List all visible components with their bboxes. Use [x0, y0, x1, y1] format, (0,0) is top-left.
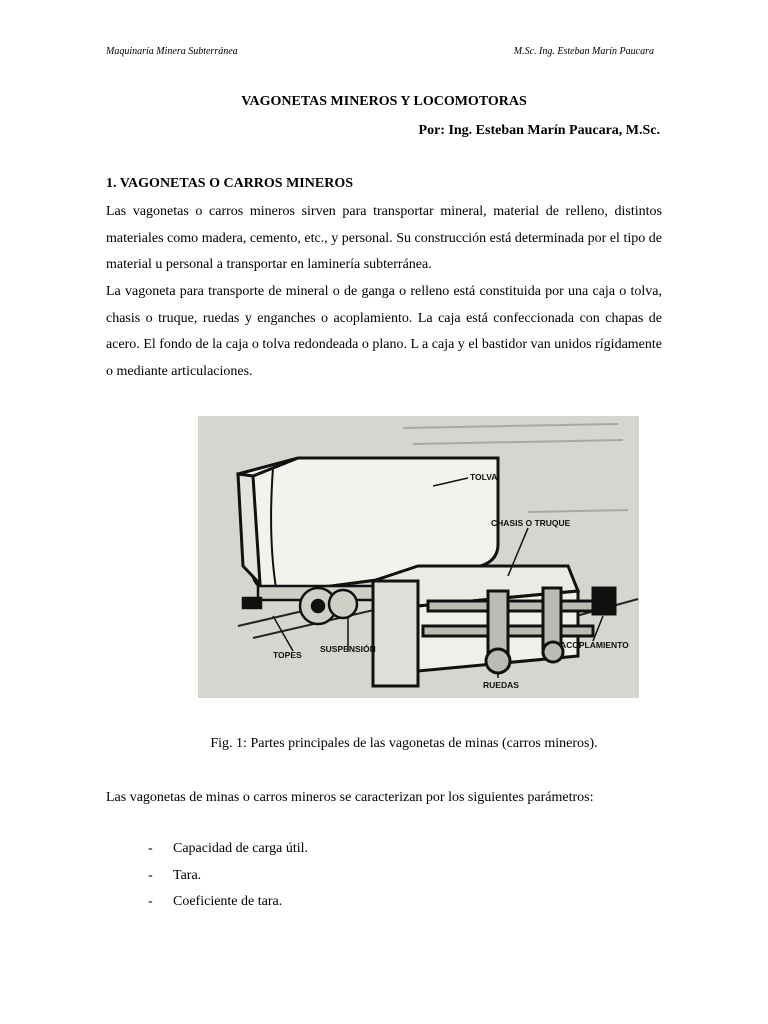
list-item	[148, 894, 308, 921]
label-chasis: CHASIS O TRUQUE	[491, 518, 571, 528]
list-item-text: Coeficiente de tara.	[173, 894, 283, 909]
list-item	[148, 868, 308, 895]
author-byline: Por: Ing. Esteban Marín Paucara, M.Sc.	[418, 123, 660, 138]
running-header-left: Maquinaría Minera Subterránea	[106, 46, 238, 57]
section-heading: 1. VAGONETAS O CARROS MINEROS	[106, 176, 353, 191]
list-item-text: Tara.	[173, 867, 202, 883]
label-topes: TOPES	[273, 650, 302, 660]
label-ruedas: RUEDAS	[483, 680, 519, 690]
figure-caption: Fig. 1: Partes principales de las vagonetas de minas (carros mineros).	[210, 736, 598, 751]
mine-car-figure	[198, 416, 639, 698]
paragraph-2: La vagoneta para transporte de mineral o de ganga o relleno está constituida por una caja o tolva, chasis o truque, ruedas y enganches o acoplamiento. La caja está confeccionada con chapas de acero. El fondo de la caja o tolva redondeada o plano. L a caja y el bastidor van unidos rígidamente o mediante articulaciones.	[106, 284, 662, 379]
label-tolva: TOLVA	[470, 472, 498, 482]
document-title: VAGONETAS MINEROS Y LOCOMOTORAS	[241, 94, 527, 109]
intro-sentence: Las vagonetas de minas o carros mineros se caracterizan por los siguientes parámetros:	[106, 790, 594, 805]
list-item-text: Capacidad de carga útil.	[173, 841, 309, 856]
mine-car-drawing	[198, 416, 639, 698]
running-header-right: M.Sc. Ing. Esteban Marín Paucara	[513, 46, 654, 57]
list-item	[148, 841, 308, 868]
paragraph-1: Las vagonetas o carros mineros sirven para transportar mineral, material de relleno, distintos materiales como madera, cemento, etc., y personal. Su construcción está determinada por el tipo de material u personal a transportar en laminería subterránea.	[106, 204, 662, 272]
list-dash: -	[148, 894, 153, 909]
parameter-list	[148, 841, 308, 921]
list-dash: -	[148, 867, 153, 883]
label-acoplamiento: ACOPLAMIENTO	[560, 640, 629, 650]
label-suspension: SUSPENSIÓN	[320, 644, 376, 654]
list-dash: -	[148, 841, 153, 856]
